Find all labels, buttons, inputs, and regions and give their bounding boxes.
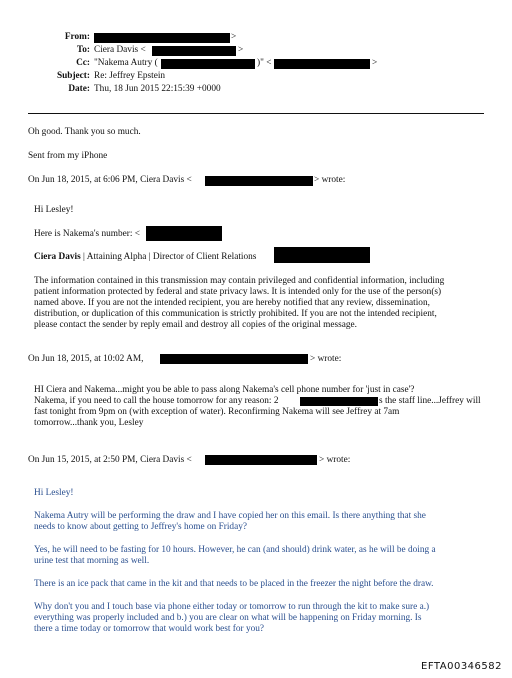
redaction-house-phone (300, 397, 378, 406)
ciera2-p2-line: Yes, he will need to be fasting for 10 hours. However, he can (and should) drink water, as he will be doing a (34, 545, 436, 555)
lesley-line: fast tonight from 9pm on (with exception of water). Reconfirming Nakema will see Jeffrey at 7am (34, 407, 400, 417)
ciera2-p3-line: There is an ice pack that came in the kit and that needs to be placed in the freezer the night before the draw. (34, 579, 434, 589)
redaction-cc-1 (161, 59, 255, 69)
reply-line-2: Sent from my iPhone (28, 151, 108, 161)
redaction-quote-1 (205, 176, 313, 186)
quote-intro-1: On Jun 18, 2015, at 6:06 PM, Ciera Davis < (28, 175, 192, 185)
lesley-line: HI Ciera and Nakema...might you be able to pass along Nakema's cell phone number for 'just in case'? (34, 385, 415, 395)
redaction-quote-3 (205, 455, 317, 465)
disclaimer-line: patient information protected by federal and state privacy laws. It is intended only for the use of the person(s) (34, 287, 442, 297)
ciera2-p1-line: needs to know about getting to Jeffrey's home on Friday? (34, 522, 247, 532)
cc-tail: > (372, 58, 378, 68)
to-label: To: (76, 45, 90, 55)
date-label: Date: (68, 84, 90, 94)
lesley-line: tomorrow...thank you, Lesley (34, 418, 144, 428)
redaction-to (152, 46, 236, 56)
cc-value: "Nakema Autry ( (94, 58, 158, 68)
quote-intro-2: On Jun 18, 2015, at 10:02 AM, (28, 354, 144, 364)
reply-line-1: Oh good. Thank you so much. (28, 127, 141, 137)
cc-mid: )" < (257, 58, 272, 68)
redaction-phone (146, 226, 222, 241)
from-tail: > (231, 32, 237, 42)
header-divider (28, 113, 484, 114)
to-value: Ciera Davis < (94, 45, 146, 55)
disclaimer-line: named above. If you are not the intended recipient, you are hereby notified that any review, dissemination, (34, 298, 430, 308)
bates-number: EFTA00346582 (421, 661, 502, 672)
disclaimer-line: The information contained in this transmission may contain privileged and confidential information, including (34, 276, 445, 286)
redaction-quote-2 (160, 354, 308, 364)
quote-intro-3: On Jun 15, 2015, at 2:50 PM, Ciera Davis < (28, 455, 192, 465)
signature-title: | Attaining Alpha | Director of Client Relations (80, 252, 257, 262)
lesley-line: Nakema, if you need to call the house tomorrow for any reason: 2 (34, 396, 279, 406)
ciera2-p4-line: there a time today or tomorrow that would work best for you? (34, 624, 265, 634)
from-label: From: (64, 32, 90, 42)
ciera2-p4-line: everything was properly included and b.) you are clear on what will be happening on Friday morning. Is (34, 613, 422, 623)
signature (34, 252, 256, 263)
disclaimer-line: please contact the sender by reply email and destroy all copies of the original message. (34, 320, 357, 330)
ciera2-p1-line: Nakema Autry will be performing the draw and I have copied her on this email. Is there anything that she (34, 511, 426, 521)
quote-intro-2-tail: > wrote: (310, 354, 342, 364)
ciera-greeting: Hi Lesley! (34, 205, 74, 215)
cc-label: Cc: (76, 58, 90, 68)
quote-intro-3-tail: > wrote: (319, 455, 351, 465)
subject-value: Re: Jeffrey Epstein (94, 71, 166, 81)
ciera2-greeting: Hi Lesley! (34, 488, 74, 498)
ciera2-p4-line: Why don't you and I touch base via phone either today or tomorrow to run through the kit to make sure a.) (34, 602, 430, 612)
ciera2-p2-line: urine test that morning as well. (34, 556, 150, 566)
to-tail: > (238, 45, 244, 55)
nakema-number-line: Here is Nakema's number: < (34, 229, 141, 239)
redaction-from (94, 33, 230, 43)
redaction-signature (274, 247, 370, 263)
quote-intro-1-tail: > wrote: (314, 175, 346, 185)
signature-name: Ciera Davis (34, 252, 81, 262)
lesley-line: s the staff line...Jeffrey will (379, 396, 481, 406)
subject-label: Subject: (56, 71, 90, 81)
redaction-cc-2 (274, 59, 370, 69)
date-value: Thu, 18 Jun 2015 22:15:39 +0000 (94, 84, 221, 94)
disclaimer-line: distribution, or duplication of this communication is strictly prohibited. If you are not the intended recipient, (34, 309, 437, 319)
